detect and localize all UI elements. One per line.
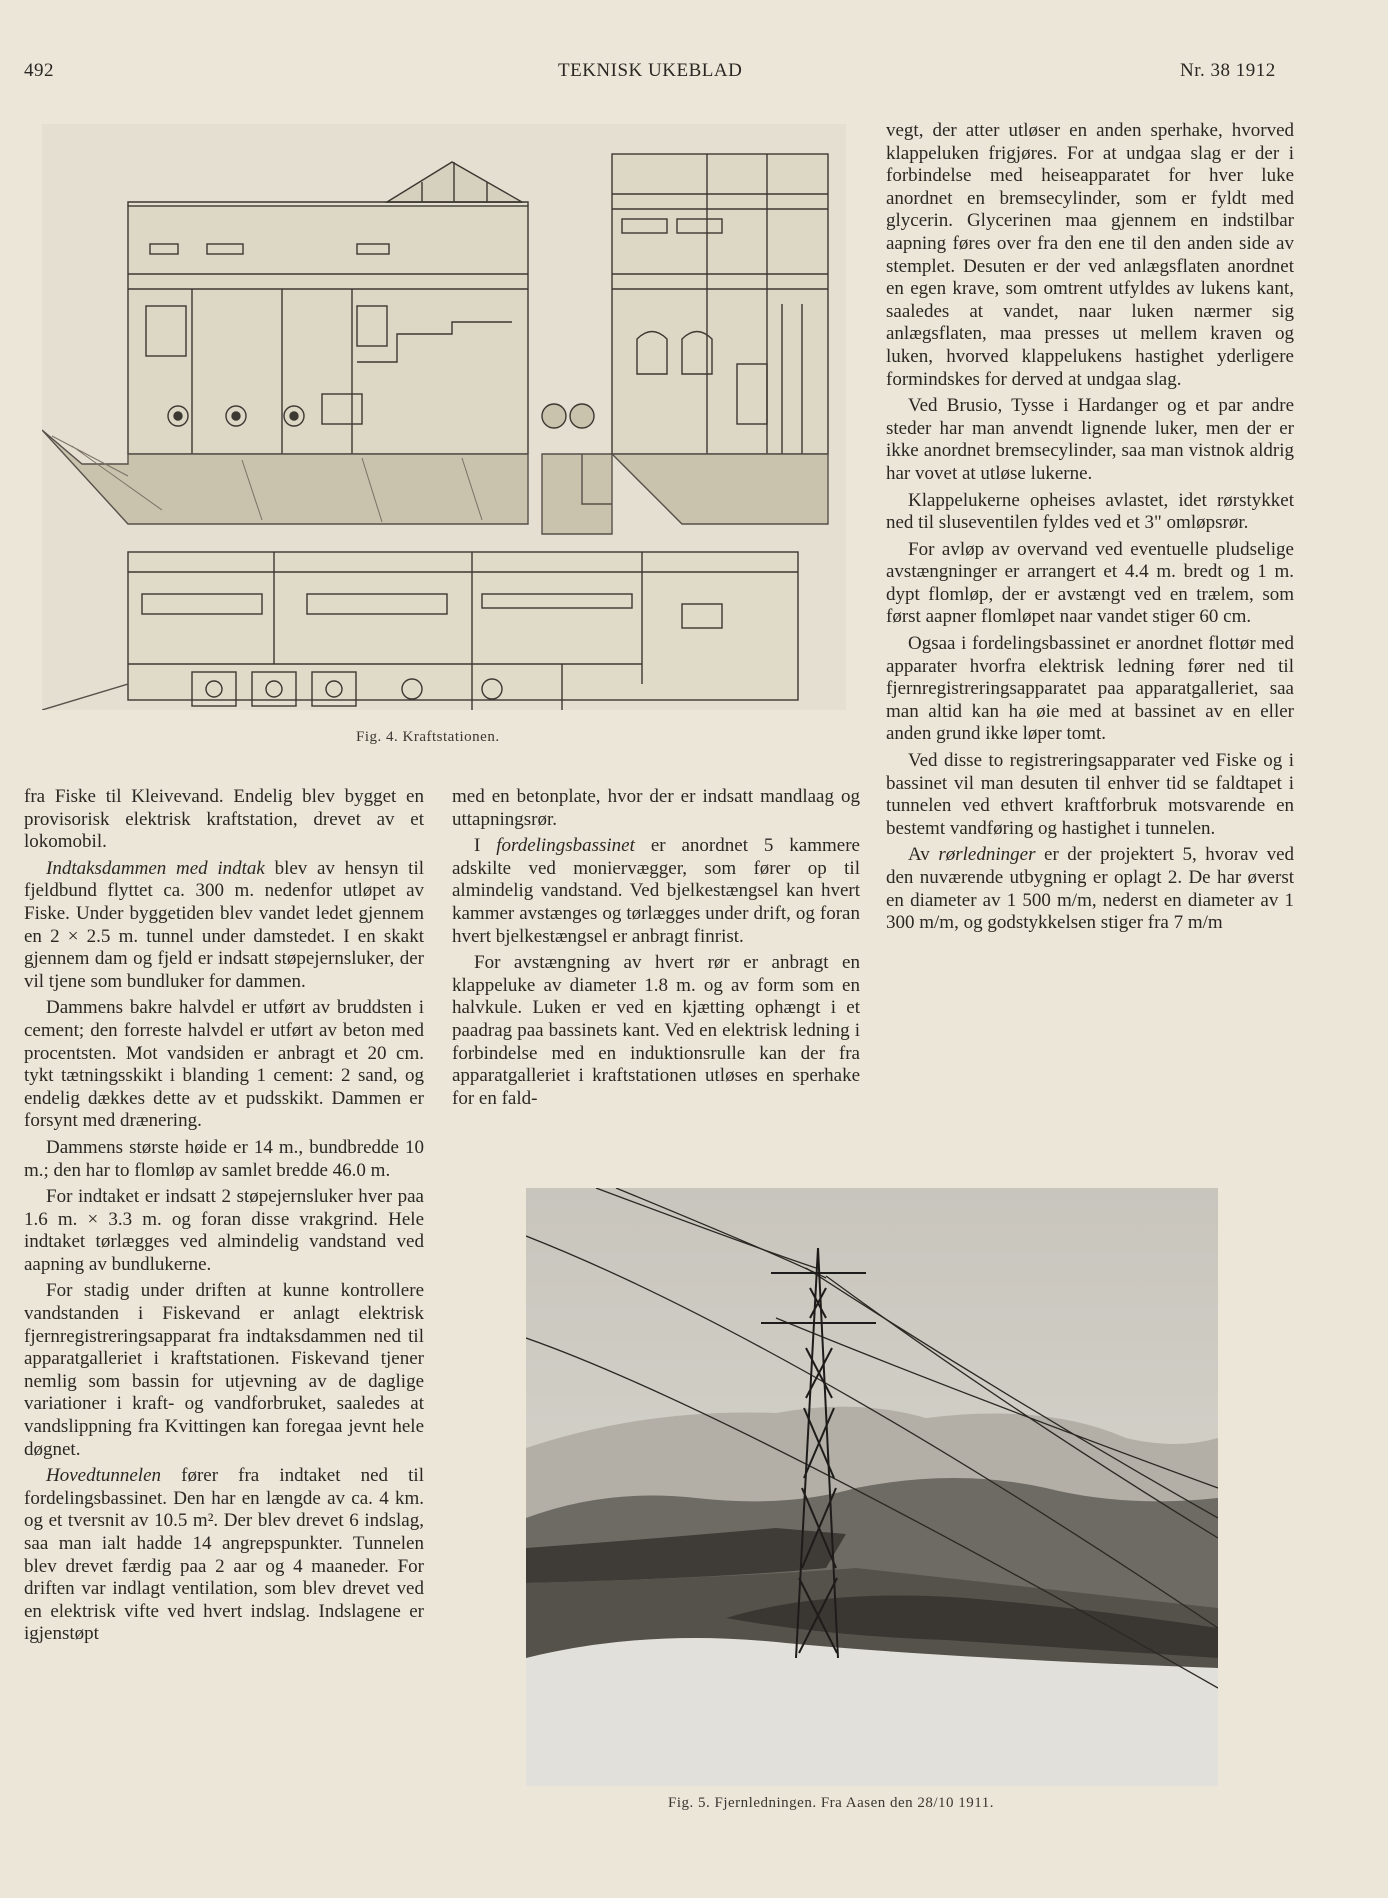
paragraph: Ved disse to registreringsapparater ved Fiske og i bassinet vil man desuten til enhver tid se faldtapet i tunnelen ved ethvert kraftforbruk motsvarende en bestemt vandføring og hastighet i tunnelen. [886, 750, 1294, 839]
issue-number: Nr. 38 1912 [1180, 60, 1276, 81]
paragraph: fra Fiske til Kleivevand. Endelig blev bygget en provisorisk elektrisk kraftstation, drevet av et lokomobil. [24, 786, 424, 853]
figure-5-transmission-line-photo [526, 1188, 1218, 1786]
paragraph: For indtaket er indsatt 2 støpejernsluker hver paa 1.6 m. × 3.3 m. og foran disse vrakgrind. Hele indtaket tørlægges ved almindelig vandstand ved aapning av bundlukerne. [24, 1186, 424, 1275]
column-3 [886, 120, 1294, 939]
column-1 [24, 786, 424, 1650]
paragraph: Ogsaa i fordelingsbassinet er anordnet flottør med apparater hvorfra elektrisk ledning fører ned til fjernregistreringsapparatet paa apparatgalleriet, saa man altid kan ha øie med at bassinet av en eller anden grund ikke løper tomt. [886, 633, 1294, 745]
paragraph: Ved Brusio, Tysse i Hardanger og et par andre steder har man anvendt lignende luker, men der er ikke anordnet bremsecylinder, saa man vistnok aldrig har vovet at utløse lukerne. [886, 395, 1294, 484]
figure-4-caption: Fig. 4. Kraftstationen. [356, 729, 500, 745]
paragraph: For avstængning av hvert rør er anbragt en klappeluke av diameter 1.8 m. og av form som en halvkule. Luken er ved en kjætting ophængt i et paadrag paa bassinets kant. Ved en elektrisk ledning i forbindelse med en induktionsrulle kan der fra apparatgalleriet i kraftstationen utløses en sperhake for en fald- [452, 952, 860, 1109]
italic-term: rørledninger [938, 844, 1036, 866]
paragraph: I fordelingsbassinet er anordnet 5 kammere adskilte ved moniervægger, som fører op til almindelig vandstand. Ved bjelkestængsel kan hvert kammer avstænges og tørlægges under drift, og foran hvert bjelkestængsel er anbragt finrist. [452, 835, 860, 947]
paragraph: med en betonplate, hvor der er indsatt mandlaag og uttapningsrør. [452, 786, 860, 830]
paragraph: Dammens bakre halvdel er utført av bruddsten i cement; den forreste halvdel er utført av beton med procentsten. Mot vandsiden er anbragt et 20 cm. tykt tætningsskikt i blanding 1 cement: 2 sand, og endelig dækkes dette av et pudsskikt. Dammen er forsynt med drænering. [24, 997, 424, 1132]
paragraph: vegt, der atter utløser en anden sperhake, hvorved klappeluken frigjøres. For at undgaa slag er der i forbindelse med heiseapparatet for hver luke anordnet en bremsecylinder, som er fyldt med glycerin. Glycerinen maa gjennem en indstilbar aapning føres over fra den ene til den anden side av stemplet. Desuten er der ved anlægsflaten anordnet en egen krave, som omtrent utfyldes av lukens kant, saaledes at vandet, naar luken nærmer sig anlægsflaten, maa presses ut mellem kraven og luken, hvorved klappelukens hastighet yderligere formindskes for derved at undgaa slag. [886, 120, 1294, 390]
column-2 [452, 786, 860, 1114]
italic-term: fordelingsbassinet [496, 835, 635, 857]
page-number: 492 [24, 60, 54, 81]
paragraph: For stadig under driften at kunne kontrollere vandstanden i Fiskevand er anlagt elektrisk fjernregistreringsapparat fra indtaksdammen ned til apparatgalleriet i kraftstationen. Fiskevand tjener nemlig som bassin for utjevning av de daglige variationer i kraft- og vandforbruket, saaledes at vandslippning fra Kvittingen kan foregaa jevnt hele døgnet. [24, 1280, 424, 1460]
figure-5-caption: Fig. 5. Fjernledningen. Fra Aasen den 28/10 1911. [668, 1795, 994, 1811]
figure-4-power-station-drawing [42, 124, 846, 710]
paragraph: Dammens største høide er 14 m., bundbredde 10 m.; den har to flomløp av samlet bredde 46.0 m. [24, 1136, 424, 1181]
italic-term: Hovedtunnelen [46, 1465, 162, 1487]
paragraph: Indtaksdammen med indtak blev av hensyn til fjeldbund flyttet ca. 300 m. nedenfor utløpet av Fiske. Under byggetiden blev vandet ledet gjennem en 2 × 2.5 m. tunnel under damstedet. I en skakt gjennem dam og fjeld er indsatt støpejernsluker, der vil tjene som bundluker for dammen. [24, 857, 424, 992]
paragraph: For avløp av overvand ved eventuelle pludselige avstængninger er arrangert et 4.4 m. bredt og 1 m. dypt flomløp, der er avstængt ved en trælem, som først aapner flomløpet naar vandet stiger 60 cm. [886, 538, 1294, 628]
paragraph: Hovedtunnelen fører fra indtaket ned til fordelingsbassinet. Den har en længde av ca. 4 km. og et tversnit av 10.5 m². Der blev drevet 6 indslag, saa man ialt hadde 14 angrepspunkter. Tunnelen blev drevet færdig paa 2 aar og 4 maaneder. For driften var indlagt ventilation, som blev drevet ved en elektrisk vifte ved hvert indslag. Indslagene er igjenstøpt [24, 1465, 424, 1645]
italic-term: Indtaksdammen med indtak [46, 857, 265, 879]
paragraph: Av rørledninger er der projektert 5, hvorav ved den nuværende utbygning er oplagt 2. De har øverst en diameter av 1 500 m/m, nederst en diameter av 1 300 m/m, og godstykkelsen stiger fra 7 m/m [886, 844, 1295, 934]
journal-title: TEKNISK UKEBLAD [558, 60, 743, 81]
paragraph: Klappelukerne opheises avlastet, idet rørstykket ned til sluseventilen fyldes ved et 3" omløpsrør. [886, 489, 1294, 534]
